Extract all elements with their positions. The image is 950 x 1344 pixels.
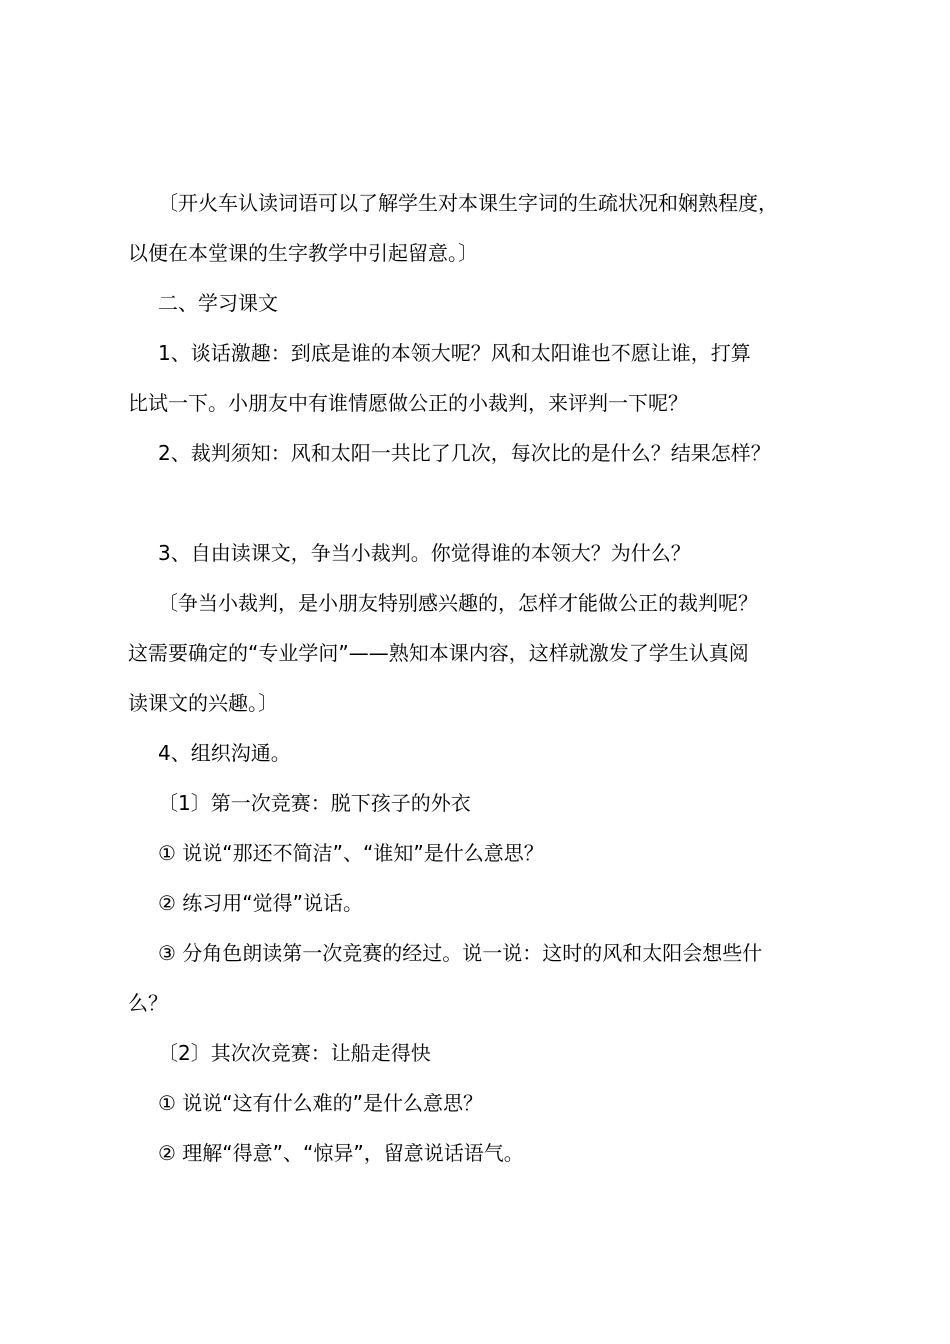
paragraph-step-3 — [128, 528, 840, 578]
subheading-second-contest — [128, 1028, 840, 1078]
text-line: 这需要确定的“专业学问”——熟知本课内容，这样就激发了学生认真阅 — [128, 641, 749, 665]
text-line: 1、谈话激趣：到底是谁的本领大呢？风和太阳谁也不愿让谁，打算 — [158, 341, 751, 365]
list-item-first-1 — [128, 828, 840, 878]
text-line: 〔2〕其次次竞赛：让船走得快 — [158, 1041, 431, 1065]
text-line: 〔争当小裁判，是小朋友特别感兴趣的，怎样才能做公正的裁判呢？ — [158, 591, 758, 615]
text-line: 比试一下。小朋友中有谁情愿做公正的小裁判，来评判一下呢？ — [128, 391, 688, 415]
text-line: ② 练习用“觉得”说话。 — [158, 891, 364, 915]
paragraph-step-4 — [128, 728, 840, 778]
paragraph-step-2 — [128, 428, 840, 478]
text-line: 读课文的兴趣。〕 — [128, 691, 278, 715]
text-line: 2、裁判须知：风和太阳一共比了几次，每次比的是什么？结果怎样？ — [158, 441, 771, 465]
paragraph-note-referee — [128, 578, 840, 728]
list-item-second-2 — [128, 1128, 840, 1178]
text-line: 二、学习课文 — [158, 291, 278, 315]
text-line: ① 说说“这有什么难的”是什么意思？ — [158, 1091, 484, 1115]
list-item-first-3 — [128, 928, 840, 1028]
subheading-first-contest — [128, 778, 840, 828]
list-item-first-2 — [128, 878, 840, 928]
text-line: 3、自由读课文，争当小裁判。你觉得谁的本领大？为什么？ — [158, 541, 691, 565]
paragraph-step-1 — [128, 328, 840, 428]
text-line: ① 说说“那还不简洁”、“谁知”是什么意思？ — [158, 841, 544, 865]
text-line: 么？ — [128, 991, 168, 1015]
section-heading-learn-text — [128, 278, 840, 328]
text-line: 以便在本堂课的生字教学中引起留意。〕 — [128, 241, 478, 265]
text-line: 4、组织沟通。 — [158, 741, 291, 765]
text-line: ③ 分角色朗读第一次竞赛的经过。说一说：这时的风和太阳会想些什 — [158, 941, 763, 965]
text-line: 〔开火车认读词语可以了解学生对本课生字词的生疏状况和娴熟程度， — [158, 191, 778, 215]
text-line: ② 理解“得意”、“惊异”，留意说话语气。 — [158, 1141, 524, 1165]
paragraph-note-train-reading — [128, 178, 840, 278]
list-item-second-1 — [128, 1078, 840, 1128]
text-line: 〔1〕第一次竞赛：脱下孩子的外衣 — [158, 791, 471, 815]
